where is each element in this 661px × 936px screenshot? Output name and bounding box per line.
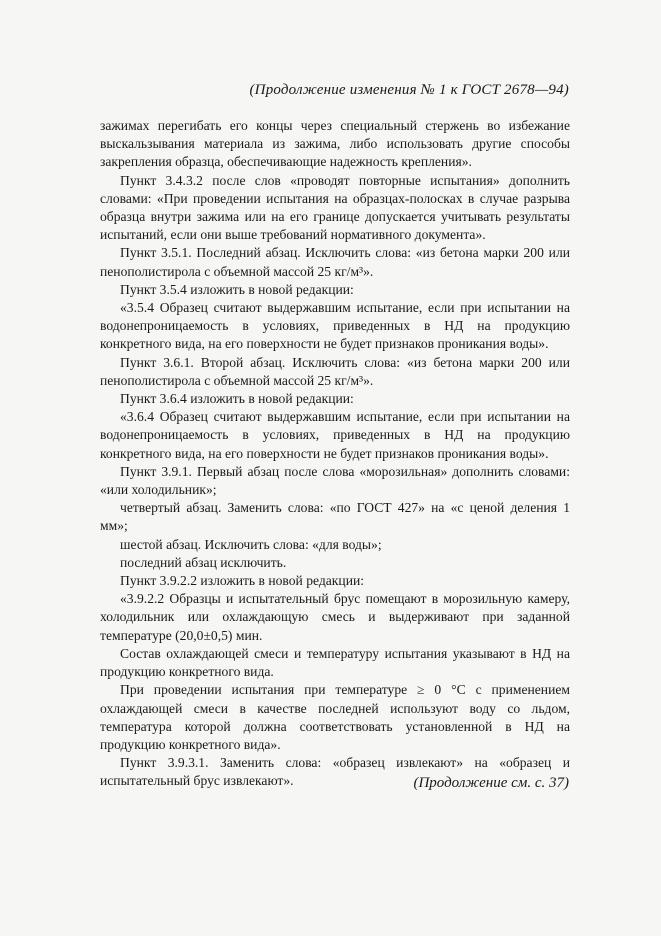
paragraph: Пункт 3.6.1. Второй абзац. Исключить слова: «из бетона марки 200 или пенополистирола с объемной массой 25 кг/м³». <box>100 354 570 388</box>
paragraph: Состав охлаждающей смеси и температуру испытания указывают в НД на продукцию конкретного вида. <box>100 645 570 680</box>
paragraph: Пункт 3.9.3.1. Заменить слова: «образец извлекают» на «образец и испытательный брус извлекают». <box>100 755 570 789</box>
paragraph: Пункт 3.4.3.2 после слов «проводят повторные испытания» дополнить словами: «При проведении испытания на образцах-полосках в случае разрыва образца внутри зажима или на его границе допускается учитывать результаты испытаний, если они выше требований нормативного документа». <box>100 172 570 243</box>
body-text <box>100 117 570 791</box>
paragraph: Пункт 3.9.2.2 изложить в новой редакции: <box>120 573 365 589</box>
paragraph: «3.9.2.2 Образцы и испытательный брус помещают в морозильную камеру, холодильник или охлаждающую смесь и выдерживают при заданной температуре (20,0±0,5) мин. <box>100 591 570 643</box>
paragraph: «3.6.4 Образец считают выдержавшим испытание, если при испытании на водонепроницаемость в условиях, приведенных в НД на продукцию конкретного вида, на его поверхности не будет признаков проникания воды». <box>100 409 570 461</box>
paragraph: Пункт 3.5.4 изложить в новой редакции: <box>120 281 354 297</box>
paragraph: зажимах перегибать его концы через специальный стержень во избежание выскальзывания материала из зажима, либо использовать другие способы закрепления образца, обеспечивающие надежность крепления». <box>100 118 570 170</box>
paragraph: последний абзац исключить. <box>120 554 287 570</box>
paragraph: Пункт 3.5.1. Последний абзац. Исключить слова: «из бетона марки 200 или пенополистирола с объемной массой 25 кг/м³». <box>100 245 570 279</box>
paragraph: шестой абзац. Исключить слова: «для воды»; <box>120 536 382 552</box>
paragraph: При проведении испытания при температуре ≥ 0 °С с применением охлаждающей смеси в качестве последней используют воду со льдом, температура которой должна соответствовать установленной в НД на продукцию конкретного вида». <box>100 682 570 752</box>
running-header: (Продолжение изменения № 1 к ГОСТ 2678—94) <box>249 82 569 98</box>
paragraph: четвертый абзац. Заменить слова: «по ГОСТ 427» на «с ценой деления 1 мм»; <box>100 500 570 534</box>
paragraph: Пункт 3.9.1. Первый абзац после слова «морозильная» дополнить словами: «или холодильник»; <box>100 463 570 498</box>
paragraph: Пункт 3.6.4 изложить в новой редакции: <box>120 391 354 407</box>
continuation-footer: (Продолжение см. с. 37) <box>413 775 569 791</box>
paragraph: «3.5.4 Образец считают выдержавшим испытание, если при испытании на водонепроницаемость в условиях, приведенных в НД на продукцию конкретного вида, на его поверхности не будет признаков проникания воды». <box>100 300 570 352</box>
